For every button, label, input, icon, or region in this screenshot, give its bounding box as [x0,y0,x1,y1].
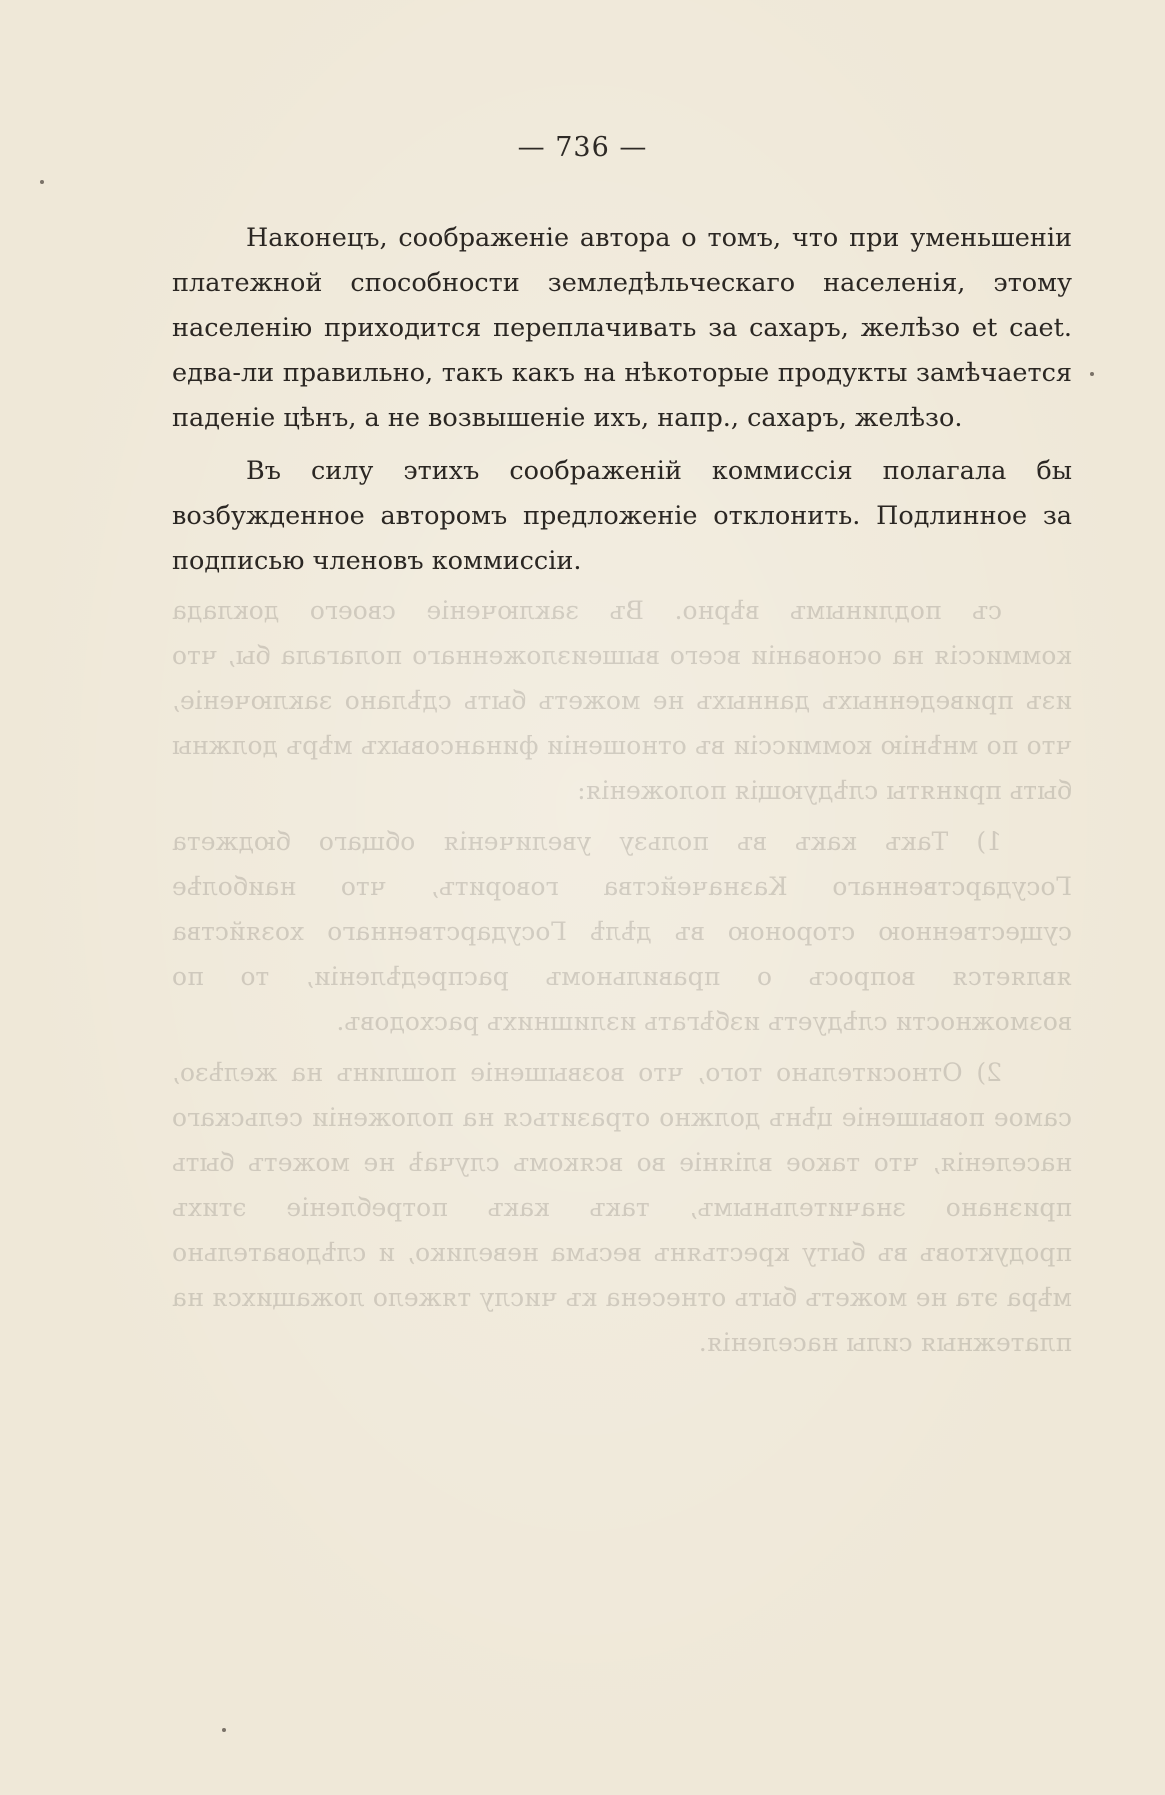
bleed-paragraph: съ подлинымъ вѣрно. Въ заключеніе своего доклада коммиссія на основаніи всего вышеизложеннаго полагала бы, что изъ приведенныхъ данныхъ не можетъ быть сдѣлано заключеніе, что по мнѣнію коммиссіи въ отношеніи финансовыхъ мѣръ должны быть приняты слѣдующія положенія: [172,596,1072,805]
ink-speck [222,1728,226,1732]
page-number: — 736 — [517,132,648,163]
ink-speck [1090,372,1094,376]
paragraph-conclusion: Наконецъ, соображеніе автора о томъ, что при уменьшеніи платежной способности земледѣльческаго населенія, этому населенію приходится переплачивать за сахаръ, желѣзо et caet. едва-ли правильно, такъ какъ на нѣкоторые продукты замѣчается паденіе цѣнъ, а не возвышеніе ихъ, напр., сахаръ, желѣзо. [172,223,1072,433]
bleed-through-text [172,588,1072,1365]
bleed-paragraph: 2) Относительно того, что возвышеніе пошлинъ на желѣзо, самое повышеніе цѣнъ должно отразиться на положеніи сельскаго населенія, что такое вліяніе во всякомъ случаѣ не можетъ быть признано значительнымъ, такъ какъ потребленіе этихъ продуктовъ въ быту крестьянъ весьма невелико, и слѣдовательно мѣра эта не можетъ быть отнесена къ числу тяжело ложащихся на платежныя силы населенія. [172,1058,1072,1357]
bleed-paragraph: 1) Такъ какъ въ пользу увеличенія общаго бюджета Государственнаго Казначейства говоритъ, что наиболѣе существенною стороною въ дѣлѣ Государственнаго хозяйства является вопросъ о правильномъ распредѣленіи, то по возможности слѣдуетъ избѣгать излишнихъ расходовъ. [172,827,1072,1036]
body-text [172,216,1072,584]
paragraph-decision: Въ силу этихъ соображеній коммиссія полагала бы возбужденное авторомъ предложеніе отклонить. Подлинное за подписью членовъ коммиссіи. [172,456,1072,576]
ink-speck [40,180,44,184]
